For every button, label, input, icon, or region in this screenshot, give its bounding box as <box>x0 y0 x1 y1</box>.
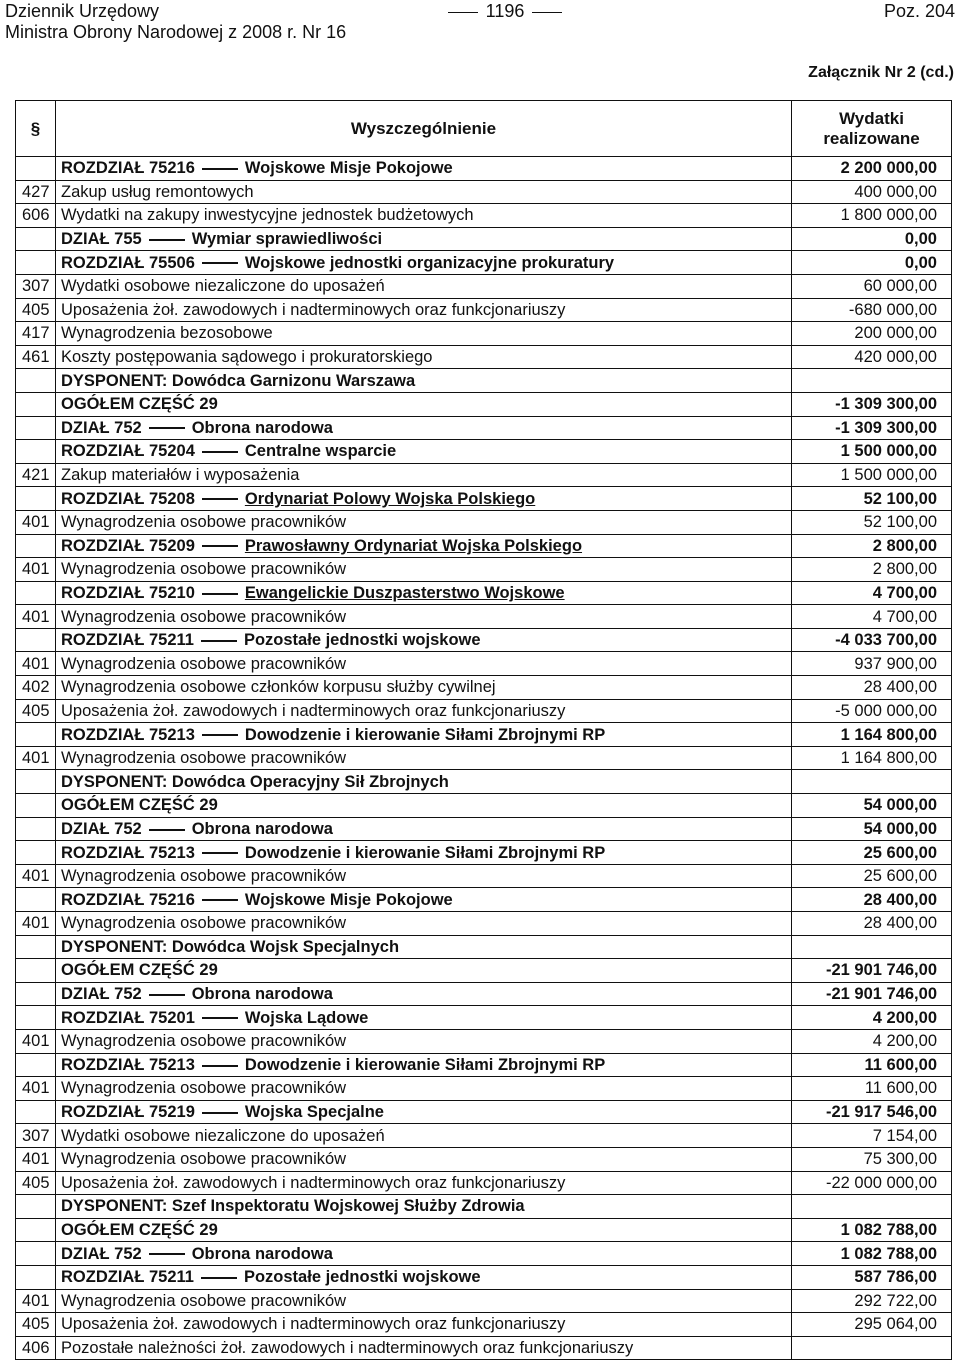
annex-label: Załącznik Nr 2 (cd.) <box>808 64 954 81</box>
row-description: Wynagrodzenia bezosobowe <box>56 322 792 346</box>
table-row <box>16 204 952 228</box>
expenditure-value: 28 400,00 <box>792 912 952 936</box>
division-title: Dowodzenie i kierowanie Siłami Zbrojnymi RP <box>244 1055 606 1074</box>
division-label: ROZDZIAŁ 75216 <box>61 159 195 178</box>
paragraph-code: 402 <box>16 676 56 700</box>
table-row <box>16 180 952 204</box>
division-title: Dowodzenie i kierowanie Siłami Zbrojnymi RP <box>244 843 606 862</box>
paragraph-code: 401 <box>16 1289 56 1313</box>
em-dash-separator <box>202 451 238 453</box>
row-description: Wynagrodzenia osobowe pracowników <box>56 605 792 629</box>
row-description <box>56 251 792 275</box>
em-dash-separator <box>202 734 238 736</box>
row-description: OGÓŁEM CZĘŚĆ 29 <box>56 1218 792 1242</box>
dash-left <box>448 12 478 13</box>
table-row <box>16 440 952 464</box>
division-label: DZIAŁ 755 <box>61 230 142 249</box>
division-label: ROZDZIAŁ 75204 <box>61 442 195 461</box>
table-row <box>16 1265 952 1289</box>
expenditure-value: 0,00 <box>792 227 952 251</box>
row-description: OGÓŁEM CZĘŚĆ 29 <box>56 794 792 818</box>
em-dash-separator <box>202 899 238 901</box>
expenditure-value: 295 064,00 <box>792 1313 952 1337</box>
table-row <box>16 369 952 393</box>
em-dash-separator <box>202 168 238 170</box>
paragraph-code: 307 <box>16 274 56 298</box>
row-description <box>56 440 792 464</box>
division-label: ROZDZIAŁ 75208 <box>61 489 195 508</box>
row-description <box>56 982 792 1006</box>
table-row <box>16 534 952 558</box>
table-row <box>16 746 952 770</box>
expenditure-value <box>792 935 952 959</box>
expenditure-value: 1 800 000,00 <box>792 204 952 228</box>
table-row <box>16 322 952 346</box>
row-description: Wydatki osobowe niezaliczone do uposażeń <box>56 274 792 298</box>
expenditure-value <box>792 369 952 393</box>
table-row <box>16 770 952 794</box>
table-row <box>16 1218 952 1242</box>
expenditure-value: 937 900,00 <box>792 652 952 676</box>
paragraph-code <box>16 369 56 393</box>
table-row <box>16 605 952 629</box>
paragraph-code: 405 <box>16 1171 56 1195</box>
row-description <box>56 487 792 511</box>
expenditure-value: -1 309 300,00 <box>792 392 952 416</box>
row-description: Uposażenia żoł. zawodowych i nadterminowych oraz funkcjonariuszy <box>56 1171 792 1195</box>
expenditure-value: 2 800,00 <box>792 534 952 558</box>
table-row <box>16 1289 952 1313</box>
row-description <box>56 841 792 865</box>
row-description <box>56 1053 792 1077</box>
division-label: DZIAŁ 752 <box>61 819 142 838</box>
expenditure-value: 25 600,00 <box>792 841 952 865</box>
row-description: Zakup usług remontowych <box>56 180 792 204</box>
paragraph-code <box>16 1265 56 1289</box>
division-title: Wojskowe Misje Pokojowe <box>244 159 453 178</box>
division-title: Wojskowe Misje Pokojowe <box>244 890 453 909</box>
expenditure-value: 52 100,00 <box>792 510 952 534</box>
paragraph-code <box>16 841 56 865</box>
paragraph-code: 406 <box>16 1336 56 1360</box>
dash-right <box>532 12 562 13</box>
table-row <box>16 510 952 534</box>
expenditure-value: 1 164 800,00 <box>792 723 952 747</box>
expenditure-value <box>792 1195 952 1219</box>
row-description: Wynagrodzenia osobowe pracowników <box>56 746 792 770</box>
table-row <box>16 1147 952 1171</box>
paragraph-code: 405 <box>16 1313 56 1337</box>
row-description: Koszty postępowania sądowego i prokuratorskiego <box>56 345 792 369</box>
section-column-header: § <box>16 101 56 157</box>
table-row <box>16 1053 952 1077</box>
expenditure-value: 11 600,00 <box>792 1053 952 1077</box>
row-description: Wynagrodzenia osobowe pracowników <box>56 1077 792 1101</box>
table-row <box>16 345 952 369</box>
expenditure-value: 292 722,00 <box>792 1289 952 1313</box>
row-description: OGÓŁEM CZĘŚĆ 29 <box>56 392 792 416</box>
row-description: Wynagrodzenia osobowe pracowników <box>56 1147 792 1171</box>
expenditure-value: 4 200,00 <box>792 1006 952 1030</box>
position-number: Poz. 204 <box>883 1 955 21</box>
table-row <box>16 487 952 511</box>
row-description: Wydatki osobowe niezaliczone do uposażeń <box>56 1124 792 1148</box>
division-title: Ordynariat Polowy Wojska Polskiego <box>244 489 536 508</box>
division-label: ROZDZIAŁ 75506 <box>61 253 195 272</box>
row-description: Uposażenia żoł. zawodowych i nadterminowych oraz funkcjonariuszy <box>56 1313 792 1337</box>
table-body <box>16 157 952 1360</box>
division-label: DZIAŁ 752 <box>61 1244 142 1263</box>
division-label: ROZDZIAŁ 75213 <box>61 725 195 744</box>
division-title: Obrona narodowa <box>191 418 333 437</box>
table-row <box>16 392 952 416</box>
table-row <box>16 888 952 912</box>
division-title: Wojska Specjalne <box>244 1103 384 1122</box>
em-dash-separator <box>202 1065 238 1067</box>
table-row <box>16 628 952 652</box>
expenditure-value: 28 400,00 <box>792 676 952 700</box>
row-description <box>56 1006 792 1030</box>
table-row <box>16 558 952 582</box>
paragraph-code <box>16 888 56 912</box>
expenditure-value <box>792 770 952 794</box>
row-description: Wynagrodzenia osobowe pracowników <box>56 864 792 888</box>
em-dash-separator <box>202 852 238 854</box>
table-row <box>16 1124 952 1148</box>
expenditure-value: 28 400,00 <box>792 888 952 912</box>
expenditure-value: 25 600,00 <box>792 864 952 888</box>
table-row <box>16 1006 952 1030</box>
paragraph-code: 401 <box>16 510 56 534</box>
row-description: Wynagrodzenia osobowe pracowników <box>56 1029 792 1053</box>
paragraph-code: 401 <box>16 912 56 936</box>
division-label: ROZDZIAŁ 75216 <box>61 890 195 909</box>
row-description: Wydatki na zakupy inwestycyjne jednostek budżetowych <box>56 204 792 228</box>
division-title: Dowodzenie i kierowanie Siłami Zbrojnymi RP <box>244 725 606 744</box>
row-description <box>56 534 792 558</box>
table-row <box>16 581 952 605</box>
table-row <box>16 227 952 251</box>
row-description: Wynagrodzenia osobowe pracowników <box>56 558 792 582</box>
page-number: 1196 <box>425 1 585 21</box>
row-description <box>56 416 792 440</box>
em-dash-separator <box>202 593 238 595</box>
expenditure-value: -21 917 546,00 <box>792 1100 952 1124</box>
expenditure-value: 11 600,00 <box>792 1077 952 1101</box>
paragraph-code: 401 <box>16 1147 56 1171</box>
row-description: Wynagrodzenia osobowe pracowników <box>56 912 792 936</box>
paragraph-code <box>16 935 56 959</box>
row-description: DYSPONENT: Dowódca Wojsk Specjalnych <box>56 935 792 959</box>
row-description: Wynagrodzenia osobowe członków korpusu służby cywilnej <box>56 676 792 700</box>
table-row <box>16 1100 952 1124</box>
table-row <box>16 935 952 959</box>
division-label: DZIAŁ 752 <box>61 418 142 437</box>
paragraph-code <box>16 581 56 605</box>
division-title: Ewangelickie Duszpasterstwo Wojskowe <box>244 583 565 602</box>
em-dash-separator <box>149 829 185 831</box>
row-description: DYSPONENT: Szef Inspektoratu Wojskowej Służby Zdrowia <box>56 1195 792 1219</box>
row-description: DYSPONENT: Dowódca Operacyjny Sił Zbrojnych <box>56 770 792 794</box>
table-row <box>16 723 952 747</box>
paragraph-code <box>16 817 56 841</box>
expenditure-value: -4 033 700,00 <box>792 628 952 652</box>
expenditure-value: -5 000 000,00 <box>792 699 952 723</box>
paragraph-code <box>16 794 56 818</box>
division-title: Pozostałe jednostki wojskowe <box>243 1268 481 1287</box>
expenditure-value: 1 164 800,00 <box>792 746 952 770</box>
expenditure-value: -21 901 746,00 <box>792 959 952 983</box>
table-row <box>16 1029 952 1053</box>
paragraph-code <box>16 959 56 983</box>
paragraph-code <box>16 770 56 794</box>
paragraph-code: 405 <box>16 298 56 322</box>
division-title: Obrona narodowa <box>191 1244 333 1263</box>
row-description <box>56 157 792 181</box>
em-dash-separator <box>202 545 238 547</box>
table-row <box>16 157 952 181</box>
division-label: DZIAŁ 752 <box>61 985 142 1004</box>
paragraph-code <box>16 157 56 181</box>
expenditure-value: 52 100,00 <box>792 487 952 511</box>
expenditure-value: 54 000,00 <box>792 794 952 818</box>
expenditure-value: 0,00 <box>792 251 952 275</box>
row-description <box>56 817 792 841</box>
table-row <box>16 1242 952 1266</box>
table-row <box>16 298 952 322</box>
em-dash-separator <box>149 994 185 996</box>
em-dash-separator <box>149 427 185 429</box>
row-description <box>56 628 792 652</box>
expenditure-value: 4 200,00 <box>792 1029 952 1053</box>
expenditure-value: 1 500 000,00 <box>792 440 952 464</box>
table-row <box>16 959 952 983</box>
division-label: ROZDZIAŁ 75219 <box>61 1103 195 1122</box>
paragraph-code: 307 <box>16 1124 56 1148</box>
division-title: Pozostałe jednostki wojskowe <box>243 631 481 650</box>
table-row <box>16 1336 952 1360</box>
row-description <box>56 1242 792 1266</box>
paragraph-code: 421 <box>16 463 56 487</box>
em-dash-separator <box>202 498 238 500</box>
expenditure-value: 2 800,00 <box>792 558 952 582</box>
row-description: Uposażenia żoł. zawodowych i nadterminowych oraz funkcjonariuszy <box>56 298 792 322</box>
paragraph-code: 401 <box>16 1077 56 1101</box>
table-row <box>16 912 952 936</box>
table-row <box>16 251 952 275</box>
paragraph-code <box>16 1218 56 1242</box>
division-title: Wojskowe jednostki organizacyjne prokuratury <box>244 253 615 272</box>
value-column-header: Wydatki realizowane <box>792 101 952 157</box>
em-dash-separator <box>201 1277 237 1279</box>
journal-title: Dziennik Urzędowy <box>5 1 160 21</box>
expenditure-value: 4 700,00 <box>792 581 952 605</box>
division-label: ROZDZIAŁ 75210 <box>61 583 195 602</box>
description-column-header: Wyszczególnienie <box>56 101 792 157</box>
paragraph-code <box>16 416 56 440</box>
paragraph-code: 461 <box>16 345 56 369</box>
expenditure-value <box>792 1336 952 1360</box>
table-row <box>16 794 952 818</box>
table-row <box>16 1313 952 1337</box>
row-description: Pozostałe należności żoł. zawodowych i nadterminowych oraz funkcjonariuszy <box>56 1336 792 1360</box>
paragraph-code: 401 <box>16 746 56 770</box>
expenditure-value: 60 000,00 <box>792 274 952 298</box>
paragraph-code <box>16 251 56 275</box>
division-label: ROZDZIAŁ 75211 <box>61 1268 194 1287</box>
division-label: ROZDZIAŁ 75211 <box>61 631 194 650</box>
table-row <box>16 274 952 298</box>
table-row <box>16 1077 952 1101</box>
expenditure-value: 420 000,00 <box>792 345 952 369</box>
expenditure-value: -1 309 300,00 <box>792 416 952 440</box>
row-description <box>56 888 792 912</box>
table-row <box>16 1195 952 1219</box>
expenditure-value: -21 901 746,00 <box>792 982 952 1006</box>
em-dash-separator <box>149 239 185 241</box>
expenditure-value: 2 200 000,00 <box>792 157 952 181</box>
division-label: ROZDZIAŁ 75213 <box>61 843 195 862</box>
row-description <box>56 1100 792 1124</box>
expenditure-value: -680 000,00 <box>792 298 952 322</box>
em-dash-separator <box>202 1112 238 1114</box>
paragraph-code <box>16 227 56 251</box>
table-row <box>16 982 952 1006</box>
table-row <box>16 463 952 487</box>
paragraph-code: 401 <box>16 1029 56 1053</box>
em-dash-separator <box>149 1253 185 1255</box>
row-description: Zakup materiałów i wyposażenia <box>56 463 792 487</box>
table-row <box>16 864 952 888</box>
division-title: Wojska Lądowe <box>244 1008 369 1027</box>
paragraph-code: 401 <box>16 652 56 676</box>
expenditure-value: 400 000,00 <box>792 180 952 204</box>
division-title: Centralne wsparcie <box>244 442 397 461</box>
expenditure-value: 1 500 000,00 <box>792 463 952 487</box>
paragraph-code <box>16 440 56 464</box>
row-description <box>56 1265 792 1289</box>
paragraph-code <box>16 392 56 416</box>
expenditure-table <box>15 100 952 1360</box>
expenditure-value: 1 082 788,00 <box>792 1218 952 1242</box>
paragraph-code <box>16 1053 56 1077</box>
paragraph-code <box>16 628 56 652</box>
paragraph-code <box>16 487 56 511</box>
paragraph-code: 401 <box>16 864 56 888</box>
paragraph-code <box>16 1100 56 1124</box>
paragraph-code <box>16 982 56 1006</box>
row-description <box>56 723 792 747</box>
table-row <box>16 676 952 700</box>
em-dash-separator <box>201 640 237 642</box>
expenditure-value: 54 000,00 <box>792 817 952 841</box>
table-row <box>16 817 952 841</box>
row-description: DYSPONENT: Dowódca Garnizonu Warszawa <box>56 369 792 393</box>
expenditure-value: 4 700,00 <box>792 605 952 629</box>
table-row <box>16 841 952 865</box>
table-header-row <box>16 101 952 157</box>
paragraph-code <box>16 1242 56 1266</box>
division-label: ROZDZIAŁ 75209 <box>61 536 195 555</box>
table-row <box>16 416 952 440</box>
division-label: ROZDZIAŁ 75201 <box>61 1008 195 1027</box>
division-title: Obrona narodowa <box>191 819 333 838</box>
paragraph-code: 405 <box>16 699 56 723</box>
paragraph-code: 401 <box>16 605 56 629</box>
row-description: Wynagrodzenia osobowe pracowników <box>56 510 792 534</box>
paragraph-code <box>16 723 56 747</box>
paragraph-code: 606 <box>16 204 56 228</box>
table-row <box>16 652 952 676</box>
division-title: Prawosławny Ordynariat Wojska Polskiego <box>244 536 583 555</box>
row-description: Wynagrodzenia osobowe pracowników <box>56 652 792 676</box>
paragraph-code <box>16 1006 56 1030</box>
table-row <box>16 699 952 723</box>
paragraph-code: 417 <box>16 322 56 346</box>
em-dash-separator <box>202 1017 238 1019</box>
row-description <box>56 581 792 605</box>
paragraph-code <box>16 534 56 558</box>
division-label: ROZDZIAŁ 75213 <box>61 1055 195 1074</box>
expenditure-value: 587 786,00 <box>792 1265 952 1289</box>
row-description <box>56 227 792 251</box>
division-title: Obrona narodowa <box>191 985 333 1004</box>
expenditure-value: 75 300,00 <box>792 1147 952 1171</box>
row-description: Uposażenia żoł. zawodowych i nadterminowych oraz funkcjonariuszy <box>56 699 792 723</box>
expenditure-value: 7 154,00 <box>792 1124 952 1148</box>
expenditure-value: 200 000,00 <box>792 322 952 346</box>
paragraph-code: 401 <box>16 558 56 582</box>
table-row <box>16 1171 952 1195</box>
row-description: Wynagrodzenia osobowe pracowników <box>56 1289 792 1313</box>
paragraph-code <box>16 1195 56 1219</box>
paragraph-code: 427 <box>16 180 56 204</box>
division-title: Wymiar sprawiedliwości <box>191 230 383 249</box>
em-dash-separator <box>202 262 238 264</box>
row-description: OGÓŁEM CZĘŚĆ 29 <box>56 959 792 983</box>
expenditure-value: 1 082 788,00 <box>792 1242 952 1266</box>
ministry-title: Ministra Obrony Narodowej z 2008 r. Nr 16 <box>5 22 347 42</box>
expenditure-value: -22 000 000,00 <box>792 1171 952 1195</box>
